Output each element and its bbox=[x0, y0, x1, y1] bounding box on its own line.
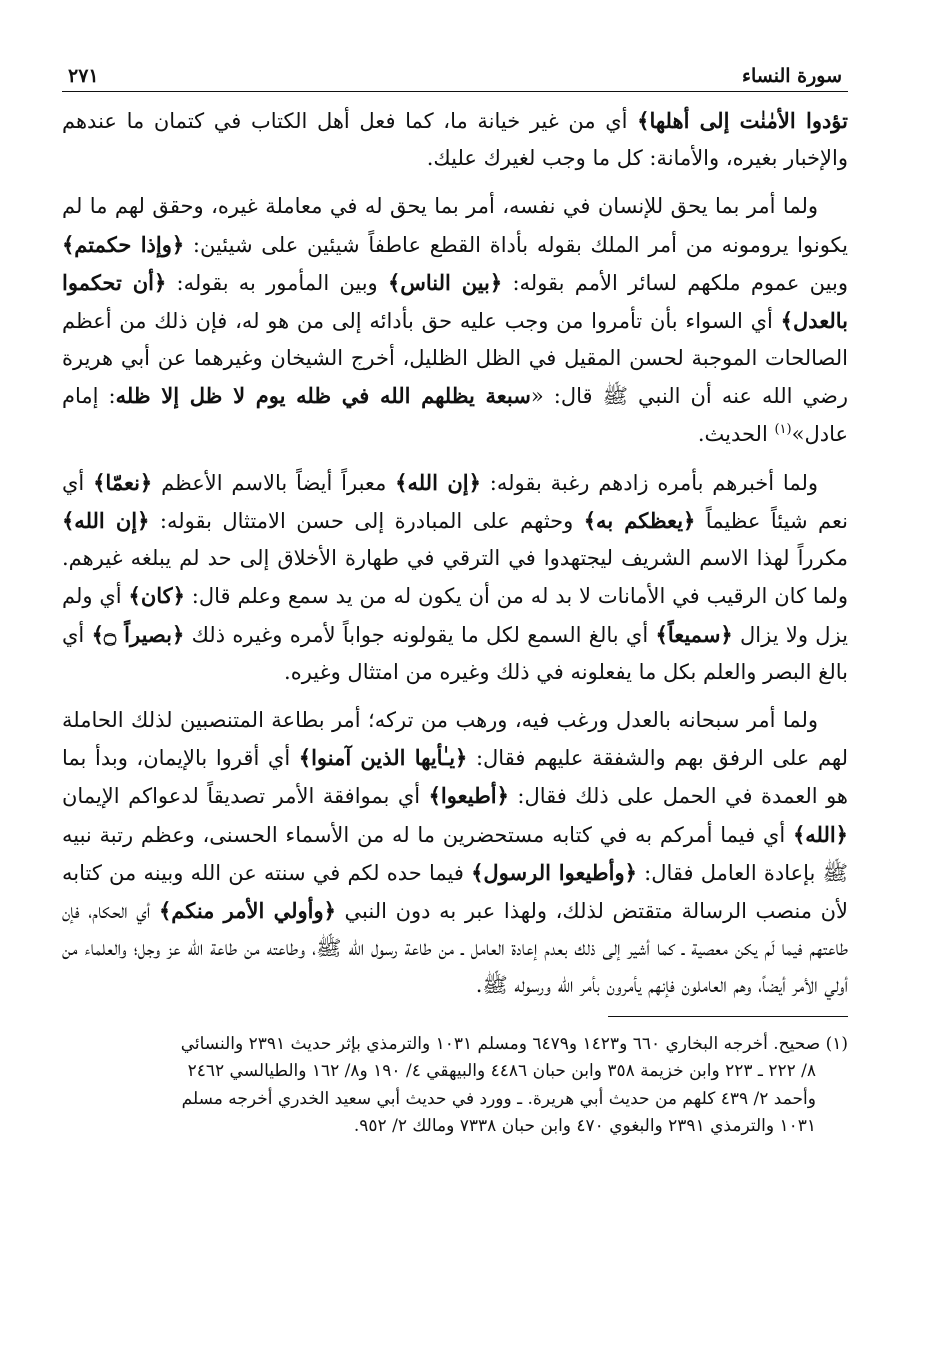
text-run: أي بالغ البصر والعلم بكل ما يفعلونه في ذلك وغيره من امتثال وغيره. bbox=[62, 622, 848, 684]
footnote-first-line bbox=[62, 1031, 848, 1059]
text-run: وبين المأمور به بقوله: bbox=[166, 270, 388, 295]
quranic-phrase: ﴿إن الله﴾ bbox=[395, 469, 481, 495]
text-run: وحثهم على المبادرة إلى حسن الامتثال بقوله: bbox=[149, 509, 584, 534]
text-run: معبراً أيضاً بالاسم الأعظم bbox=[152, 470, 396, 495]
text-run: أي نعم شيئاً عظيماً bbox=[62, 470, 848, 534]
text-run: أي من غير خيانة ما، كما فعل أهل الكتاب في كتمان ما عندهم والإخبار بغيره، والأمانة: كل ما وجب لغيرك عليك. bbox=[62, 109, 848, 171]
text-run: أي الحكام، فإن طاعتهم فيما لَم يكن معصية ـ كما أشير إلى ذلك بعدم إعادة العامل ـ من طاعة رسول الله ﷺ، وطاعته من طاعة الله عز وجل؛ والعلماء من أولي الأمر أيضاً، وهم العاملون فإنهم يأمرون بأمر الله ورسوله ﷺ. bbox=[62, 899, 848, 998]
text-run: ولما أخبرهم بأمره زادهم رغبة بقوله: bbox=[480, 470, 819, 495]
page-header bbox=[62, 56, 848, 92]
text-run: أي أقروا بالإيمان، وبدأ بما هو العمدة في الحمل على ذلك فقال: bbox=[62, 746, 848, 809]
footnote-continuation bbox=[62, 1058, 848, 1141]
footnotes bbox=[62, 1031, 848, 1141]
quranic-phrase: ﴿كان﴾ bbox=[128, 583, 185, 609]
footnote-reference: (١) bbox=[774, 421, 792, 437]
footnote-marker: (١) bbox=[825, 1033, 848, 1054]
surah-title: سورة النساء bbox=[742, 65, 842, 87]
book-page bbox=[62, 56, 848, 1141]
text-run: مكرراً لهذا الاسم الشريف ليجتهدوا في الترقي في طهارة الأخلاق إلى حد لم يبلغه غيرهم. ولما كان الرقيب في الأمانات لا بد له من أن يكون له من يد سمع وعلم قال: bbox=[62, 546, 849, 609]
quranic-phrase: ﴿سميعاً﴾ bbox=[655, 621, 733, 647]
text-run: أي فيما أمركم به في كتابه مستحضرين ما له من الأسماء الحسنى، وعظم رتبة نبيه ﷺ بإعادة العامل فقال: bbox=[62, 822, 848, 885]
footnote-line: ١٠٣١ والترمذي ٢٣٩١ والبغوي ٤٧٠ وابن حبان ٧٣٣٨ ومالك ٢/ ٩٥٢. bbox=[353, 1116, 816, 1137]
quranic-phrase: ﴿وأولي الأمر منكم﴾ bbox=[158, 898, 336, 924]
quranic-phrase: ﴿نعمّا﴾ bbox=[93, 469, 153, 495]
footnote-line: ٨/ ٢٢٢ ـ ٢٢٣ وابن خزيمة ٣٥٨ وابن حبان ٤٤٨٦ والبيهقي ٤/ ١٩٠ و٨/ ١٦٢ والطيالسي ٢٤٦٢ bbox=[187, 1061, 816, 1082]
text-run: فيما حده لكم في سنته عن الله وبينه من كتابه لأن منصب الرسالة متقتض لذلك، ولهذا عبر به دون النبي bbox=[62, 860, 848, 924]
page-number: ٢٧١ bbox=[68, 65, 99, 87]
text-run: ولما أمر بما يحق للإنسان في نفسه، أمر بما يحق له في معاملة غيره، وحقق لهم ما لم يكونوا يرومونه من أمر الملك بقوله بأداة القطع عاطفاً شيئين على شيئين: bbox=[62, 194, 848, 257]
quranic-phrase: سبعة يظلهم الله في ظله يوم لا ظل إلا ظله bbox=[115, 383, 531, 409]
paragraph bbox=[62, 702, 848, 1005]
text-run: أي بموافقة الأمر تصديقاً لدعواكم الإيمان bbox=[62, 784, 429, 809]
quranic-phrase: ﴿يـٰأيها الذين آمنوا﴾ bbox=[298, 745, 468, 771]
quranic-phrase: ﴿إن الله﴾ bbox=[62, 508, 150, 534]
quranic-phrase: ﴿يعظكم به﴾ bbox=[583, 508, 696, 534]
quranic-phrase: ﴿بين الناس﴾ bbox=[387, 269, 503, 295]
paragraph bbox=[62, 464, 848, 691]
footnote-line: وأحمد ٢/ ٤٣٩ كلهم من حديث أبي هريرة. ـ وورد في حديث أبي سعيد الخدري أخرجه مسلم bbox=[181, 1088, 816, 1109]
text-run: ولما أمر سبحانه بالعدل ورغب فيه، ورهب من تركه؛ أمر بطاعة المتنصبين لذلك الحاملة لهم على الرفق بهم والشفقة عليهم فقال: bbox=[62, 708, 848, 771]
text-run: أي بالغ السمع لكل ما يقولونه جواباً لأمره وغيره ذلك bbox=[184, 622, 656, 647]
quranic-phrase: تؤدوا الأمٰنٰت إلى أهلها﴾ bbox=[637, 108, 848, 133]
text-run: الحديث. bbox=[697, 421, 775, 446]
quranic-phrase: ﴿وإذا حكمتم﴾ bbox=[62, 231, 185, 257]
quranic-phrase: ﴿الله﴾ bbox=[792, 821, 848, 847]
quranic-phrase: ﴿وأطيعوا الرسول﴾ bbox=[471, 859, 637, 885]
paragraph bbox=[62, 188, 848, 452]
quranic-phrase: ﴿أن تحكموا بالعدل﴾ bbox=[62, 269, 848, 334]
text-run: : إمام عادل» bbox=[62, 384, 848, 446]
quranic-phrase: ﴿أطيعوا﴾ bbox=[428, 783, 509, 809]
main-text bbox=[62, 102, 848, 1005]
footnote-separator bbox=[608, 1016, 848, 1017]
text-run: أي السواء بأن تأمروا من وجب عليه حق بأدائه إلى من هو له، فإن ذلك من أعظم الصالحات الموجبة لحسن المقيل في الظل الظليل، أخرج الشيخان وغيرهما عن أبي هريرة رضي الله عنه أن النبي ﷺ قال: « bbox=[62, 309, 848, 409]
paragraph bbox=[62, 102, 848, 177]
quranic-phrase: ﴿بصيراً ۝﴾ bbox=[91, 621, 185, 647]
footnote-text: صحيح. أخرجه البخاري ٦٦٠ و١٤٢٣ و٦٤٧٩ ومسلم ١٠٣١ والترمذي بإثر حديث ٢٣٩١ والنسائي bbox=[180, 1033, 821, 1054]
text-run: وبين عموم ملكهم لسائر الأمم بقوله: bbox=[502, 270, 848, 295]
text-run: أي ولم يزل ولا يزال bbox=[62, 584, 848, 647]
